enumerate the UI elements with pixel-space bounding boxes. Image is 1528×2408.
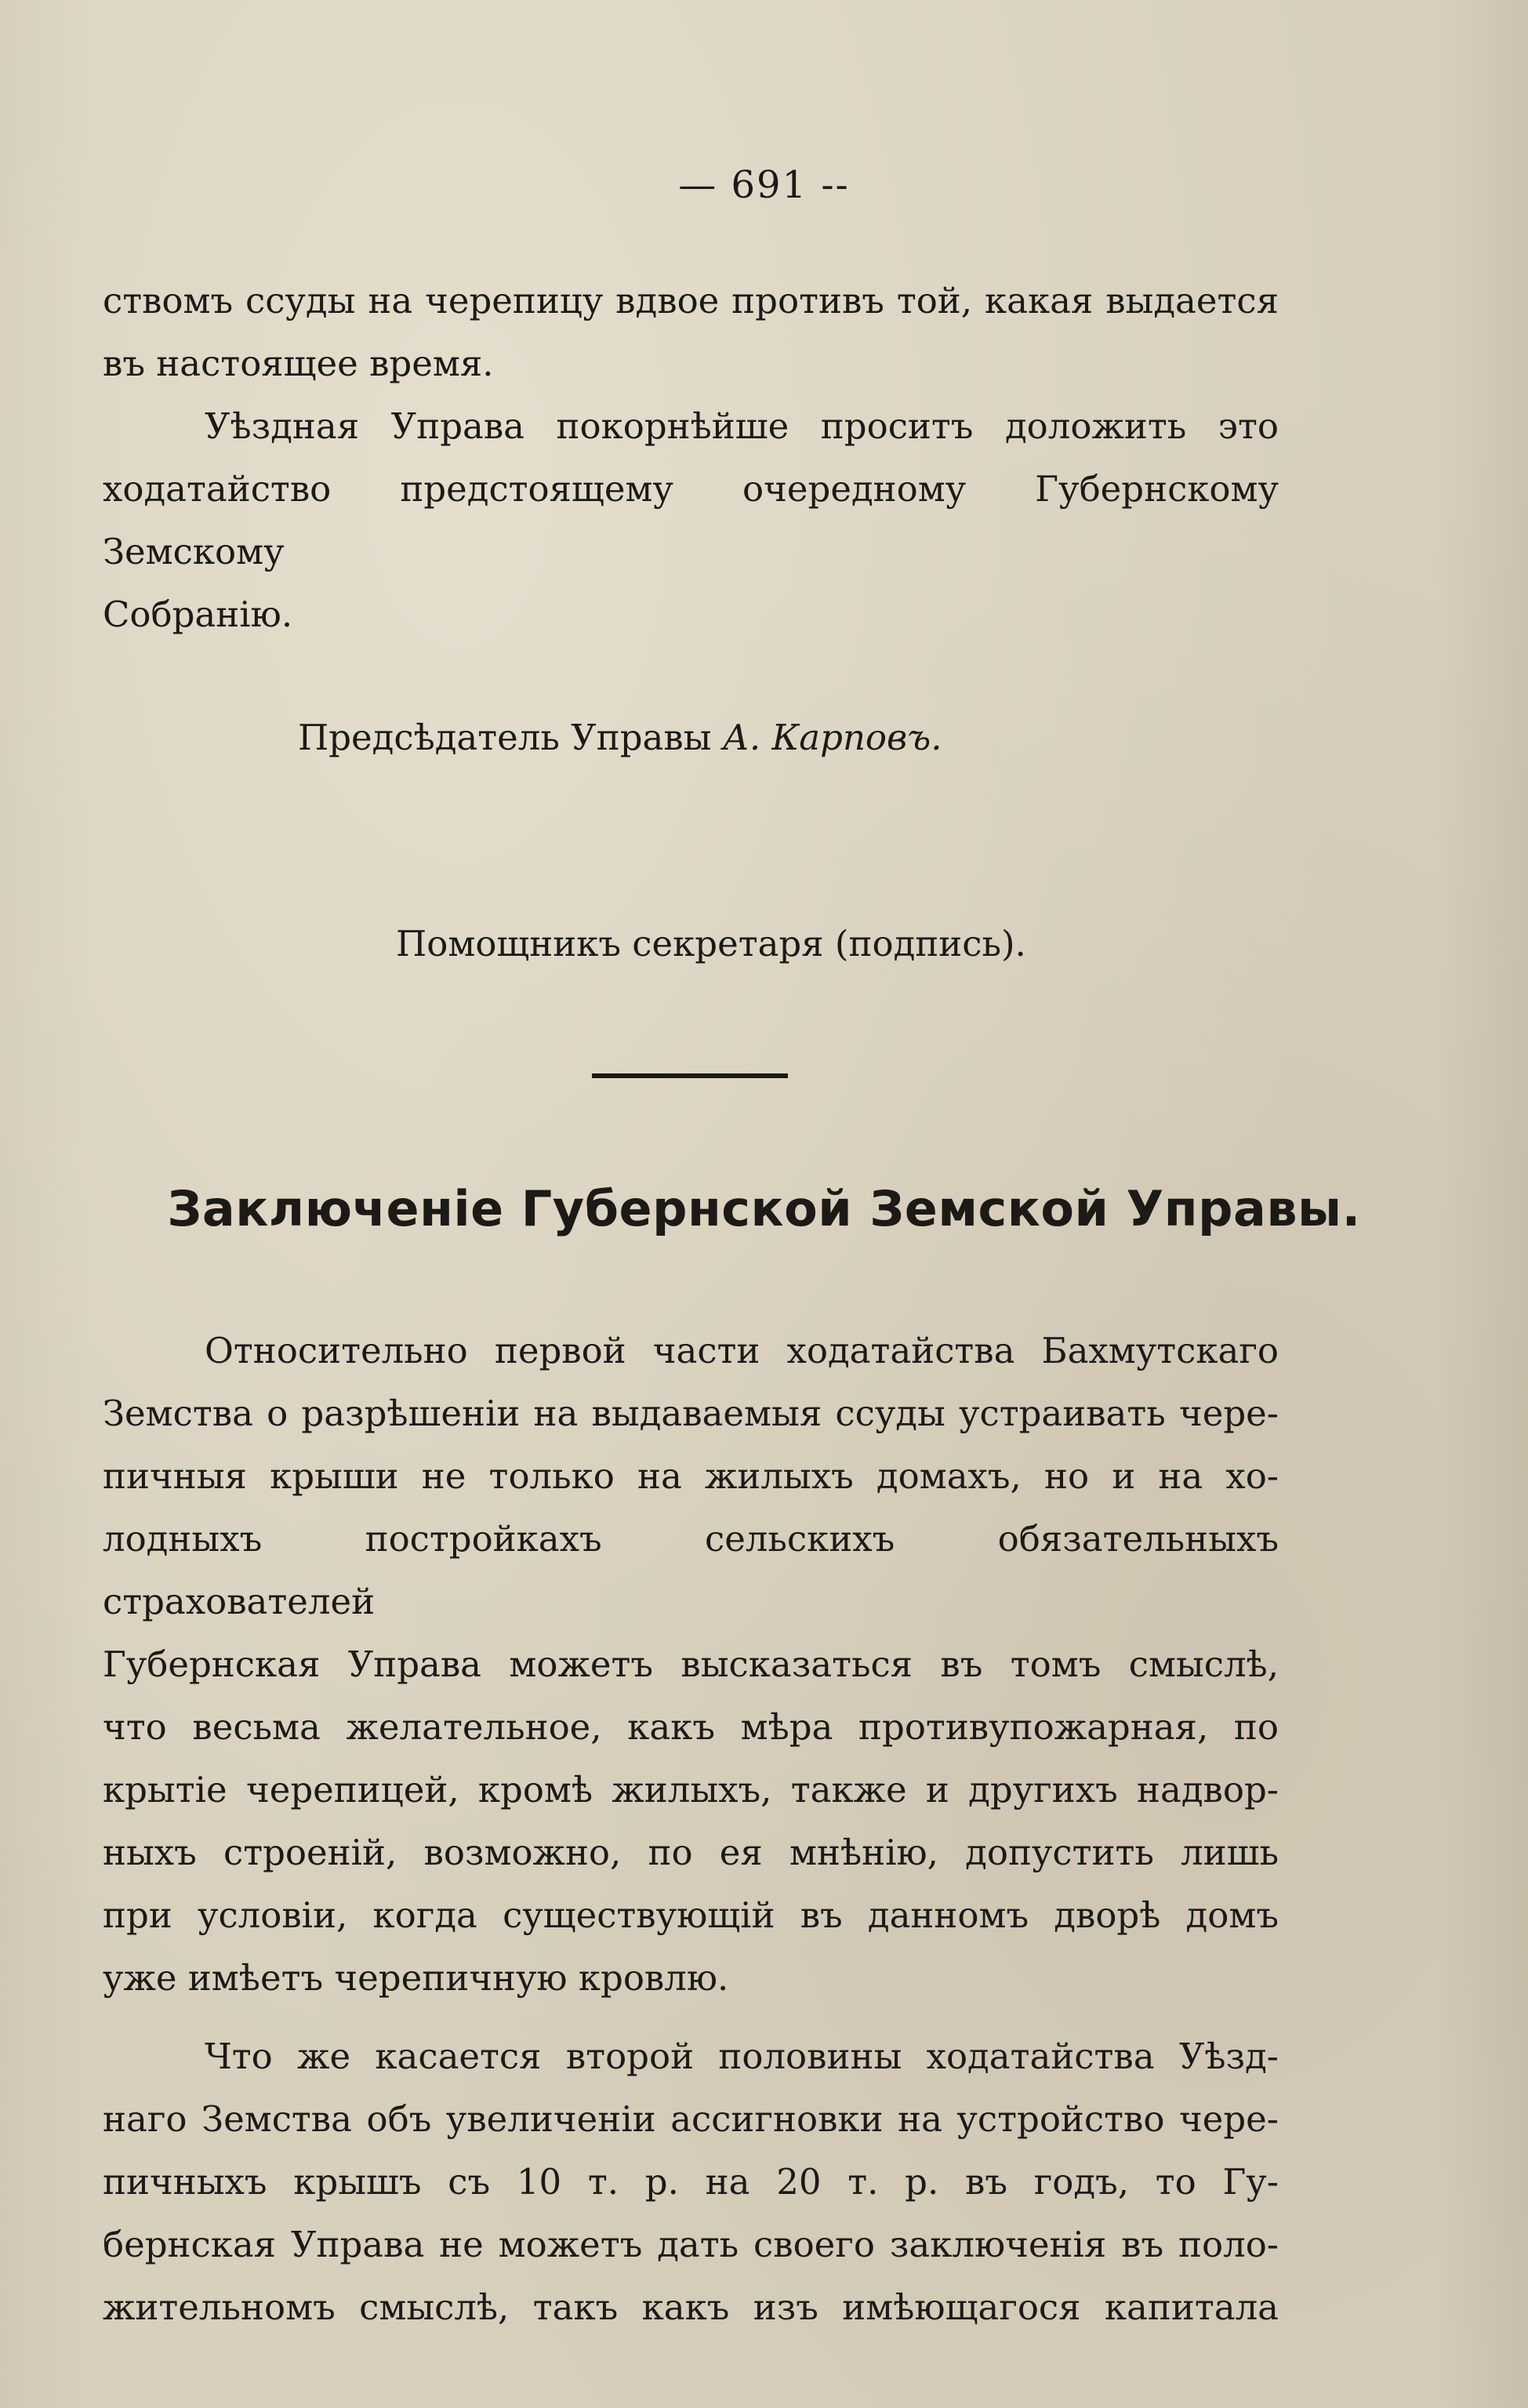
top-text-block — [103, 270, 1279, 646]
text-line: уже имѣетъ черепичную кровлю. — [103, 1957, 729, 1999]
text-line: въ настоящее время. — [103, 343, 494, 384]
chairman-name: А. Карповъ. — [722, 717, 942, 758]
text-line: жительномъ смыслѣ, такъ какъ изъ имѣющагося капитала — [103, 2286, 1279, 2328]
text-line: при условіи, когда существующій въ данномъ дворѣ домъ — [103, 1894, 1279, 1936]
section-heading: Заключеніе Губернской Земской Управы. — [167, 1180, 1361, 1237]
paragraph-spacer — [103, 2010, 1279, 2025]
text-line: Уѣздная Управа покорнѣйше проситъ доложить это — [205, 405, 1279, 447]
text-line: Земства о разрѣшеніи на выдаваемыя ссуды устраивать чере- — [103, 1393, 1279, 1434]
page-number: — 691 -- — [678, 163, 850, 207]
text-line: пичныхъ крышъ съ 10 т. р. на 20 т. р. въ годъ, то Гу- — [103, 2161, 1279, 2203]
section-divider — [592, 1073, 788, 1078]
text-line: Собранію. — [103, 594, 293, 635]
chairman-title: Предсѣдатель Управы — [298, 717, 712, 758]
secretary-signature: Помощникъ секретаря (подпись). — [396, 923, 1026, 964]
text-line: пичныя крыши не только на жилыхъ домахъ, но и на хо- — [103, 1455, 1279, 1497]
main-text-block — [103, 1320, 1279, 2339]
text-line: Губернская Управа можетъ высказаться въ томъ смыслѣ, — [103, 1643, 1279, 1685]
text-line: крытіе черепицей, кромѣ жилыхъ, также и другихъ надвор- — [103, 1769, 1279, 1811]
text-line: ходатайство предстоящему очередному Губернскому Земскому — [103, 468, 1279, 572]
text-line: Относительно первой части ходатайства Бахмутскаго — [205, 1330, 1279, 1371]
text-line: что весьма желательное, какъ мѣра противупожарная, по — [103, 1706, 1279, 1748]
text-line: Что же касается второй половины ходатайства Уѣзд- — [205, 2036, 1279, 2077]
text-line: ныхъ строеній, возможно, по ея мнѣнію, допустить лишь — [103, 1832, 1279, 1873]
chairman-signature — [298, 717, 942, 758]
text-line: наго Земства объ увеличеніи ассигновки на устройство чере- — [103, 2098, 1279, 2140]
text-line: бернская Управа не можетъ дать своего заключенія въ поло- — [103, 2224, 1279, 2265]
text-line: ствомъ ссуды на черепицу вдвое противъ той, какая выдается — [103, 280, 1279, 321]
text-line: лодныхъ постройкахъ сельскихъ обязательныхъ страхователей — [103, 1518, 1279, 1622]
